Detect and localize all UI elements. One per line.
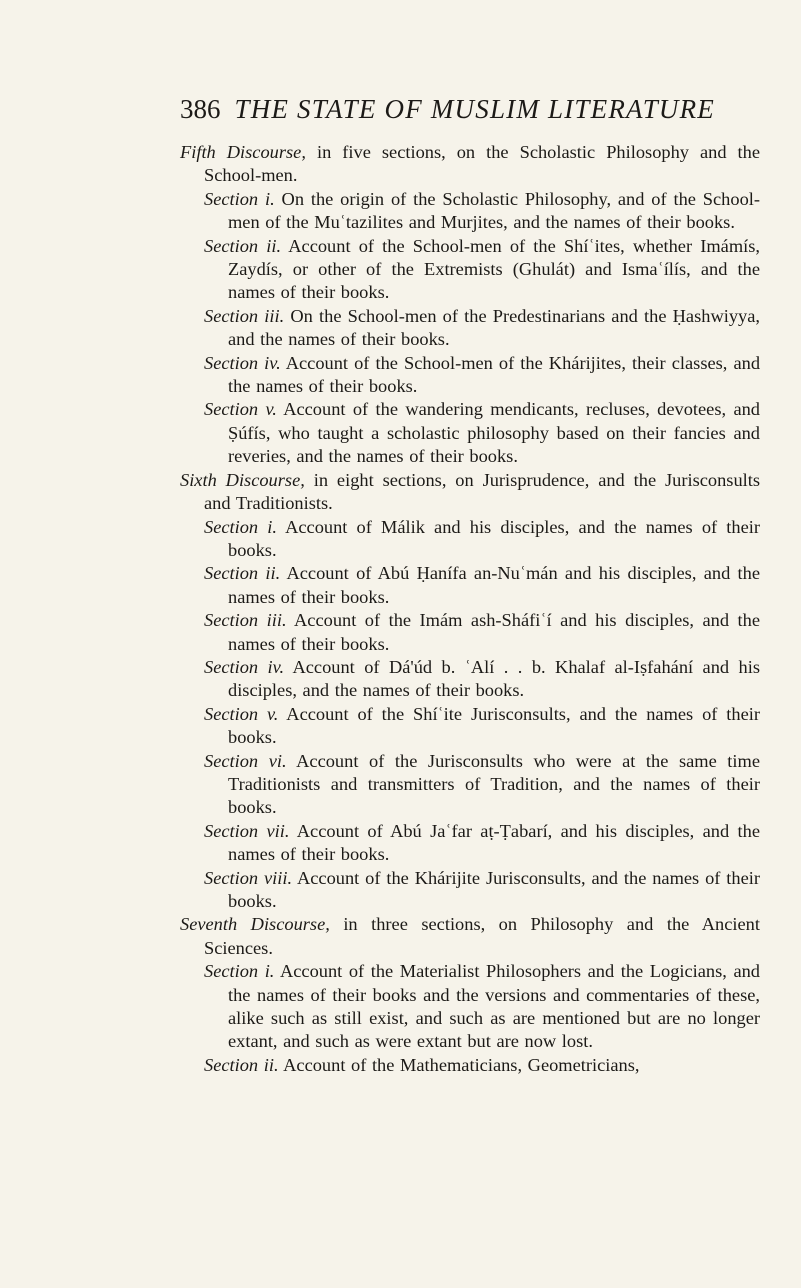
section-entry (180, 188, 760, 235)
page-number: 386 (180, 94, 221, 124)
entry-text: Account of the Khárijite Jurisconsults, and the names of their books. (228, 867, 760, 911)
entry-text: Account of the Materialist Philosophers and the Logicians, and the names of their books and the versions and commentaries of these, alike such as still exist, and such as are mentioned but are no longer extant, and such as were extant but are now lost. (228, 961, 761, 1052)
section-heading: Section v. (204, 703, 279, 724)
section-entry (180, 960, 760, 1054)
discourse-heading: Sixth Discourse, (180, 469, 305, 490)
section-entry (180, 609, 760, 656)
section-heading: Section i. (204, 516, 277, 537)
discourse-heading: Fifth Discourse, (180, 142, 306, 162)
entry-text: Account of Abú Jaʿfar aṭ-Ṭabarí, and his disciples, and the names of their books. (228, 820, 760, 865)
entry-text: Account of the wandering mendicants, recluses, devotees, and Ṣúfís, who taught a scholastic philosophy based on their fancies and reveries, and the names of their books. (228, 399, 760, 467)
running-title: THE STATE OF MUSLIM LITERATURE (234, 94, 715, 124)
section-heading: Section v. (204, 399, 277, 420)
section-heading: Section vii. (204, 820, 290, 841)
section-entry (180, 656, 760, 703)
section-entry (180, 352, 760, 399)
discourse-heading: Seventh Discourse, (180, 914, 330, 935)
section-entry (180, 398, 760, 468)
section-heading: Section viii. (204, 867, 293, 888)
entry-text: Account of Málik and his disciples, and the names of their books. (228, 516, 761, 560)
section-entry (180, 562, 760, 609)
section-entry (180, 1054, 760, 1077)
section-entry (180, 516, 760, 563)
section-entry (180, 703, 760, 750)
entry-text: Account of the School-men of the Khárijites, their classes, and the names of their books. (228, 352, 761, 397)
entry-text: On the origin of the Scholastic Philosophy, and of the School-men of the Muʿtazilites and Murjites, and the names of their books. (228, 188, 760, 233)
section-heading: Section i. (204, 188, 275, 209)
discourse-entry (180, 469, 760, 516)
section-entry (180, 867, 760, 914)
section-heading: Section iv. (204, 352, 281, 373)
section-heading: Section iv. (204, 656, 285, 677)
entry-text: in three sections, on Philosophy and the Ancient Sciences. (204, 914, 760, 958)
section-entry (180, 235, 760, 305)
section-entry (180, 750, 760, 820)
entry-text: Account of Abú Ḥanífa an-Nuʿmán and his disciples, and the names of their books. (228, 563, 761, 607)
entry-text: Account of Dá'úd b. ʿAlí . . b. Khalaf al-Iṣfahání and his disciples, and the names of their books. (228, 656, 760, 701)
section-heading: Section iii. (204, 305, 285, 326)
entry-text: On the School-men of the Predestinarians and the Ḥashwiyya, and the names of their books. (228, 305, 760, 350)
running-head (180, 92, 760, 126)
section-entry (180, 305, 760, 352)
table-of-contents (180, 141, 760, 1077)
entry-text: Account of the Jurisconsults who were at the same time Traditionists and transmitters of Tradition, and the names of their books. (228, 750, 760, 818)
section-heading: Section ii. (204, 1054, 279, 1075)
section-entry (180, 820, 760, 867)
section-heading: Section ii. (204, 235, 282, 256)
discourse-entry (180, 913, 760, 960)
entry-text: Account of the School-men of the Shíʿites, whether Imámís, Zaydís, or other of the Extremists (Ghulát) and Ismaʿílís, and the names of their books. (228, 235, 760, 303)
entry-text: Account of the Imám ash-Sháfiʿí and his disciples, and the names of their books. (228, 610, 760, 654)
entry-text: Account of the Mathematicians, Geometricians, (278, 1054, 640, 1075)
discourse-entry (180, 141, 760, 188)
entry-text: in eight sections, on Jurisprudence, and the Jurisconsults and Traditionists. (204, 469, 761, 514)
section-heading: Section iii. (204, 610, 287, 631)
section-heading: Section i. (204, 961, 275, 982)
entry-text: in five sections, on the Scholastic Philosophy and the School-men. (204, 142, 761, 186)
entry-text: Account of the Shíʿite Jurisconsults, and the names of their books. (228, 703, 760, 748)
section-heading: Section ii. (204, 563, 281, 584)
section-heading: Section vi. (204, 750, 287, 771)
